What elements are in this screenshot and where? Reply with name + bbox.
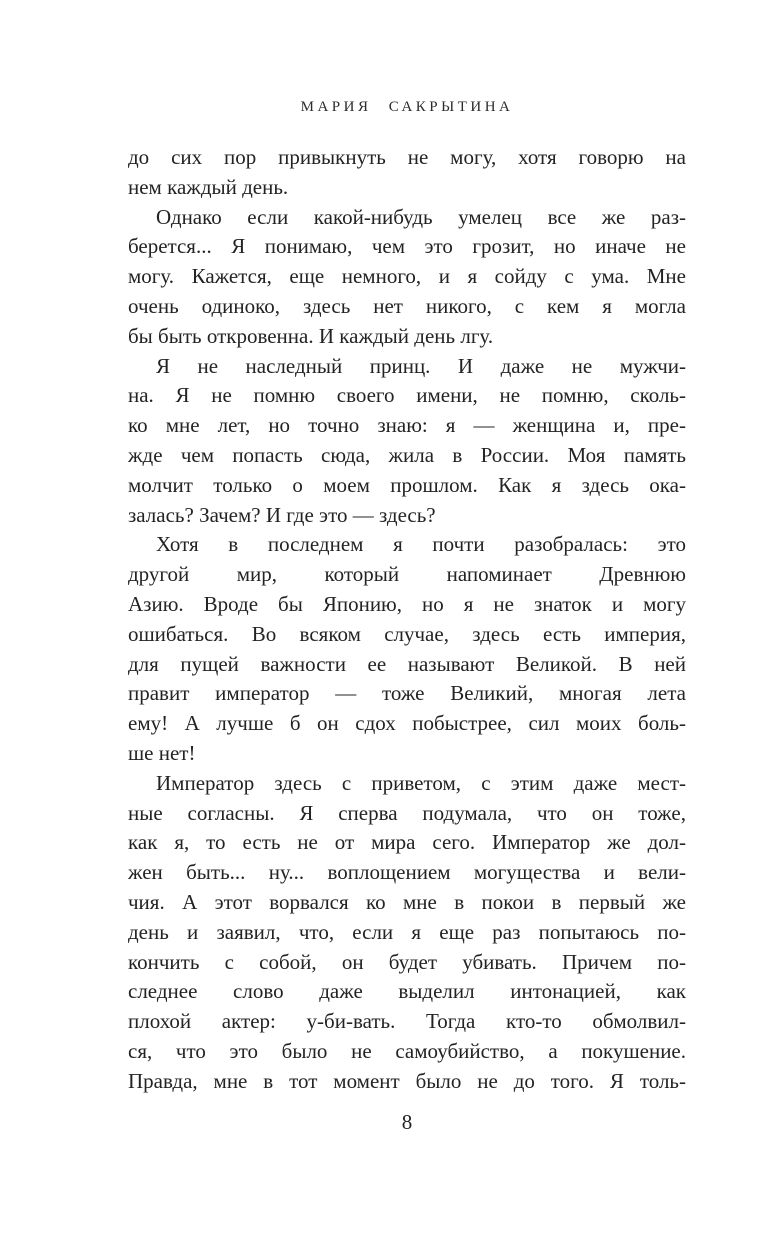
text-line: другой мир, который напоминает Древнюю: [128, 562, 686, 587]
text-line: для пущей важности ее называют Великой. В ней: [128, 651, 686, 676]
text-line: Азию. Вроде бы Японию, но я не знаток и могу: [128, 591, 686, 616]
text-line: молчит только о моем прошлом. Как я здесь ока-: [128, 472, 686, 497]
text-line: жен быть... ну... воплощением могущества и вели-: [128, 860, 686, 885]
text-line: плохой актер: у-би-вать. Тогда кто-то обмолвил-: [128, 1009, 686, 1034]
text-line: следнее слово даже выделил интонацией, как: [128, 979, 686, 1004]
paragraph: [128, 352, 686, 531]
text-line: Император здесь с приветом, с этим даже мест-: [156, 770, 686, 795]
text-line: Однако если какой-нибудь умелец все же раз-: [156, 204, 686, 229]
text-line: берется... Я понимаю, чем это грозит, но иначе не: [128, 234, 686, 259]
text-line: ему! А лучше б он сдох побыстрее, сил моих боль-: [128, 711, 686, 736]
text-line: правит император — тоже Великий, многая лета: [128, 681, 686, 706]
text-line: Хотя в последнем я почти разобралась: это: [156, 532, 686, 557]
paragraph: [128, 143, 686, 203]
running-header: МАРИЯ САКРЫТИНА: [300, 99, 514, 115]
text-block: [128, 143, 686, 1097]
text-line: ошибаться. Во всяком случае, здесь есть империя,: [128, 621, 686, 646]
text-line: ные согласны. Я сперва подумала, что он тоже,: [128, 800, 686, 825]
text-line: очень одиноко, здесь нет никого, с кем я могла: [128, 293, 686, 318]
paragraph: [128, 530, 686, 768]
paragraph: [128, 769, 686, 1097]
text-line: залась? Зачем? И где это — здесь?: [128, 502, 436, 527]
text-line: бы быть откровенна. И каждый день лгу.: [128, 323, 494, 348]
text-line: день и заявил, что, если я еще раз попытаюсь по-: [128, 919, 686, 944]
text-line: нем каждый день.: [128, 174, 289, 199]
paragraph: [128, 203, 686, 352]
text-line: как я, то есть не от мира сего. Император же дол-: [128, 830, 686, 855]
page-number: 8: [401, 1110, 413, 1134]
text-line: на. Я не помню своего имени, не помню, сколь-: [128, 383, 686, 408]
text-line: чия. А этот ворвался ко мне в покои в первый же: [128, 889, 686, 914]
text-line: ко мне лет, но точно знаю: я — женщина и, пре-: [128, 413, 686, 438]
text-line: жде чем попасть сюда, жила в России. Моя память: [128, 442, 686, 467]
text-line: до сих пор привыкнуть не могу, хотя говорю на: [128, 145, 686, 169]
text-line: могу. Кажется, еще немного, и я сойду с ума. Мне: [128, 264, 686, 289]
text-line: Я не наследный принц. И даже не мужчи-: [156, 353, 686, 378]
text-line: ся, что это было не самоубийство, а покушение.: [128, 1038, 686, 1063]
text-line: Правда, мне в тот момент было не до того. Я толь-: [128, 1068, 686, 1093]
text-line: кончить с собой, он будет убивать. Причем по-: [128, 949, 686, 974]
text-line: ше нет!: [128, 740, 196, 765]
